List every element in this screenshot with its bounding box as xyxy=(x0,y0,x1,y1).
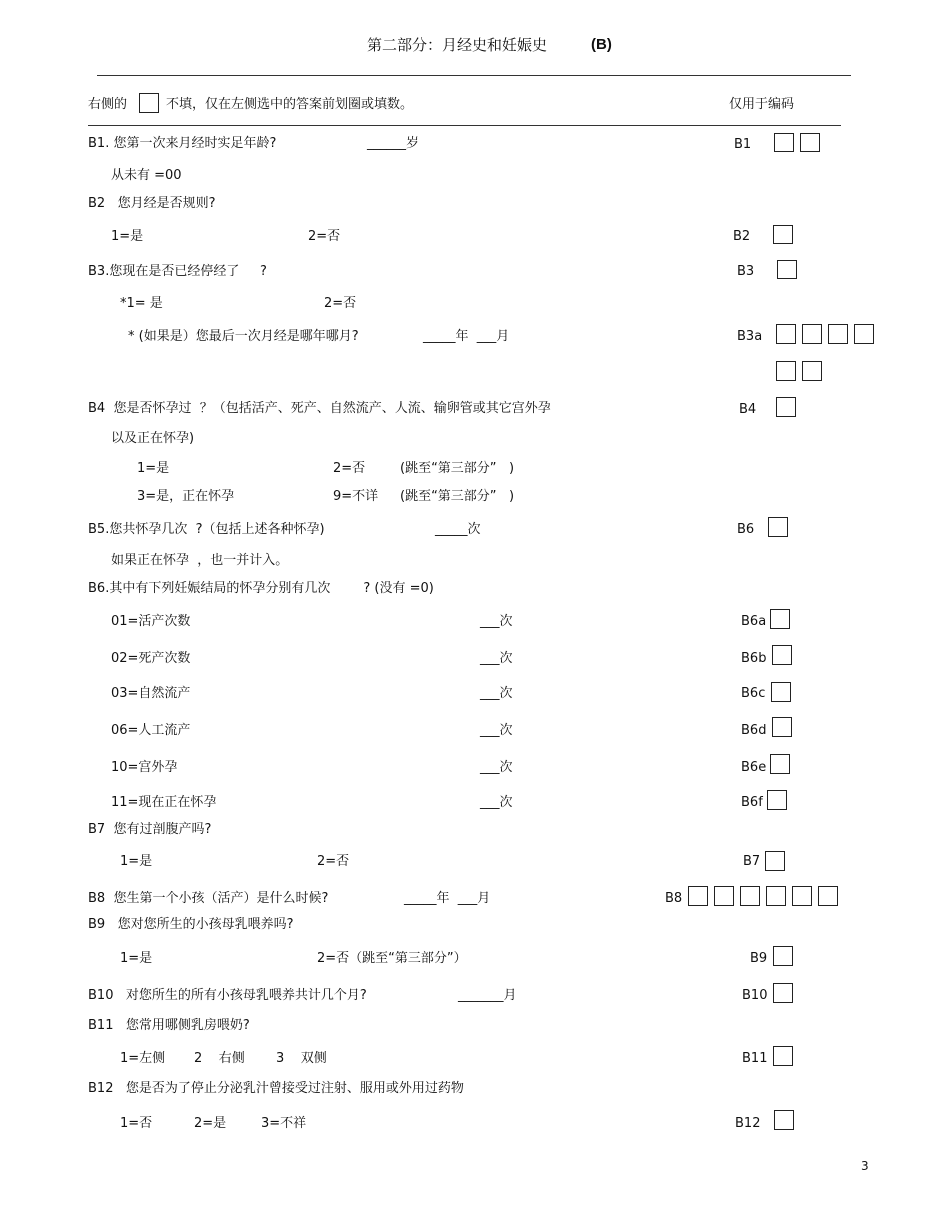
b8-box-4[interactable] xyxy=(766,886,786,906)
section-title: 第二部分：月经史和妊娠史 xyxy=(367,36,548,54)
b12-question: B12 您是否为了停止分泌乳汁曾接受过注射、服用或外用过药物 xyxy=(88,1081,464,1096)
b6c-box[interactable] xyxy=(771,682,791,702)
b8-question: B8 您生第一个小孩（活产）是什么时候? xyxy=(88,891,329,906)
b6-item-blank[interactable]: ___次 xyxy=(480,723,513,738)
b4-question: B4 您是否怀孕过 ？（包括活产、死产、自然流产、人流、输卵管或其它宫外孕 xyxy=(88,401,551,416)
b10-blank[interactable]: _______月 xyxy=(458,988,517,1003)
b1-code: B1 xyxy=(734,137,752,152)
b3a-box-4[interactable] xyxy=(854,324,874,344)
b9-box[interactable] xyxy=(773,946,793,966)
b6b-box[interactable] xyxy=(772,645,792,665)
b11-option-1[interactable]: 1=左侧 xyxy=(120,1051,166,1066)
b8-box-2[interactable] xyxy=(714,886,734,906)
b8-box-3[interactable] xyxy=(740,886,760,906)
b6-item-blank[interactable]: ___次 xyxy=(480,651,513,666)
b3a-box-1[interactable] xyxy=(776,324,796,344)
b6-item-code: B6c xyxy=(741,686,766,701)
b10-code: B10 xyxy=(742,988,768,1003)
b6e-box[interactable] xyxy=(770,754,790,774)
b2-question: B2 您月经是否规则? xyxy=(88,196,216,211)
b6-item-blank[interactable]: ___次 xyxy=(480,795,513,810)
b10-box[interactable] xyxy=(773,983,793,1003)
b3a-box-3[interactable] xyxy=(828,324,848,344)
b12-option-2[interactable]: 2=是 xyxy=(194,1116,227,1131)
b9-code: B9 xyxy=(750,951,768,966)
b4-option-3[interactable]: 3=是，正在怀孕 xyxy=(137,489,235,504)
b3-box[interactable] xyxy=(777,260,797,279)
b7-box[interactable] xyxy=(765,851,785,871)
b1-box-1[interactable] xyxy=(774,133,794,152)
b7-option-1[interactable]: 1=是 xyxy=(120,854,153,869)
b1-note: 从未有 =00 xyxy=(111,168,182,183)
b3-question: B3.您现在是否已经停经了 ? xyxy=(88,264,267,279)
b4-code: B4 xyxy=(739,402,757,417)
b8-code: B8 xyxy=(665,891,683,906)
b6-item-blank[interactable]: ___次 xyxy=(480,686,513,701)
b5-question: B5.您共怀孕几次 ?（包括上述各种怀孕) xyxy=(88,522,325,537)
b11-box[interactable] xyxy=(773,1046,793,1066)
b3a-blank[interactable]: _____年 ___月 xyxy=(423,329,510,344)
b4-option-4[interactable]: 9=不详 xyxy=(333,489,379,504)
b4-question-cont: 以及正在怀孕) xyxy=(111,431,195,446)
b6-question: B6.其中有下列妊娠结局的怀孕分别有几次 ? (没有 =0) xyxy=(88,581,434,596)
b9-option-2[interactable]: 2=否（跳至“第三部分”） xyxy=(317,951,467,966)
instruction-prefix: 右侧的 xyxy=(88,97,128,112)
b4-box[interactable] xyxy=(776,397,796,417)
b3a-code: B3a xyxy=(737,329,763,344)
header-divider xyxy=(97,75,851,76)
b6-item-code: B6f xyxy=(741,795,763,810)
b10-question: B10 对您所生的所有小孩母乳喂养共计几个月? xyxy=(88,988,367,1003)
b1-blank[interactable]: ______岁 xyxy=(367,136,420,151)
b6-item-code: B6a xyxy=(741,614,767,629)
b6f-box[interactable] xyxy=(767,790,787,810)
b8-box-1[interactable] xyxy=(688,886,708,906)
b1-box-2[interactable] xyxy=(800,133,820,152)
b3-option-2[interactable]: 2=否 xyxy=(324,296,357,311)
b7-option-2[interactable]: 2=否 xyxy=(317,854,350,869)
b11-option-2[interactable]: 2 右侧 xyxy=(194,1051,245,1066)
b9-option-1[interactable]: 1=是 xyxy=(120,951,153,966)
b12-option-3[interactable]: 3=不祥 xyxy=(261,1116,307,1131)
b3a-box-6[interactable] xyxy=(802,361,822,381)
b5-note: 如果正在怀孕 ，也一并计入。 xyxy=(111,553,289,568)
b2-box[interactable] xyxy=(773,225,793,244)
instruction-divider xyxy=(88,125,841,126)
b11-option-3[interactable]: 3 双侧 xyxy=(276,1051,327,1066)
b4-skip-1: (跳至“第三部分” ) xyxy=(400,461,515,476)
b3a-question: * (如果是）您最后一次月经是哪年哪月? xyxy=(128,329,359,344)
b8-box-6[interactable] xyxy=(818,886,838,906)
b12-code: B12 xyxy=(735,1116,761,1131)
b6-item-label: 11=现在正在怀孕 xyxy=(111,795,217,810)
b2-option-1[interactable]: 1=是 xyxy=(111,229,144,244)
b7-question: B7 您有过剖腹产吗? xyxy=(88,822,212,837)
b12-box[interactable] xyxy=(774,1110,794,1130)
b4-option-2[interactable]: 2=否 xyxy=(333,461,366,476)
b11-question: B11 您常用哪侧乳房喂奶? xyxy=(88,1018,250,1033)
b12-option-1[interactable]: 1=否 xyxy=(120,1116,153,1131)
b5-code: B6 xyxy=(737,522,755,537)
b5-box[interactable] xyxy=(768,517,788,537)
instruction-suffix: 不填，仅在左侧选中的答案前划圈或填数。 xyxy=(166,97,414,112)
coding-header: 仅用于编码 xyxy=(729,97,795,112)
page-number: 3 xyxy=(861,1159,869,1173)
b7-code: B7 xyxy=(743,854,761,869)
b5-blank[interactable]: _____次 xyxy=(435,522,481,537)
instruction-sample-box xyxy=(139,93,159,113)
b6-item-code: B6b xyxy=(741,651,767,666)
section-code: (B) xyxy=(591,36,612,53)
b4-skip-2: (跳至“第三部分” ) xyxy=(400,489,515,504)
b6-item-blank[interactable]: ___次 xyxy=(480,614,513,629)
b3-code: B3 xyxy=(737,264,755,279)
b6-item-label: 02=死产次数 xyxy=(111,651,191,666)
b6-item-code: B6d xyxy=(741,723,767,738)
b6-item-code: B6e xyxy=(741,760,767,775)
b6-item-label: 06=人工流产 xyxy=(111,723,191,738)
b3a-box-2[interactable] xyxy=(802,324,822,344)
b1-question: B1. 您第一次来月经时实足年龄? xyxy=(88,136,277,151)
b3a-box-5[interactable] xyxy=(776,361,796,381)
b4-option-1[interactable]: 1=是 xyxy=(137,461,170,476)
b6-item-label: 01=活产次数 xyxy=(111,614,191,629)
b6a-box[interactable] xyxy=(770,609,790,629)
b2-option-2[interactable]: 2=否 xyxy=(308,229,341,244)
b8-box-5[interactable] xyxy=(792,886,812,906)
b3-option-1[interactable]: *1= 是 xyxy=(120,296,163,311)
b6-item-label: 03=自然流产 xyxy=(111,686,191,701)
b6-item-blank[interactable]: ___次 xyxy=(480,760,513,775)
b6-item-label: 10=宫外孕 xyxy=(111,760,178,775)
b8-blank[interactable]: _____年 ___月 xyxy=(404,891,491,906)
b6d-box[interactable] xyxy=(772,717,792,737)
b9-question: B9 您对您所生的小孩母乳喂养吗? xyxy=(88,917,294,932)
b2-code: B2 xyxy=(733,229,751,244)
b11-code: B11 xyxy=(742,1051,768,1066)
